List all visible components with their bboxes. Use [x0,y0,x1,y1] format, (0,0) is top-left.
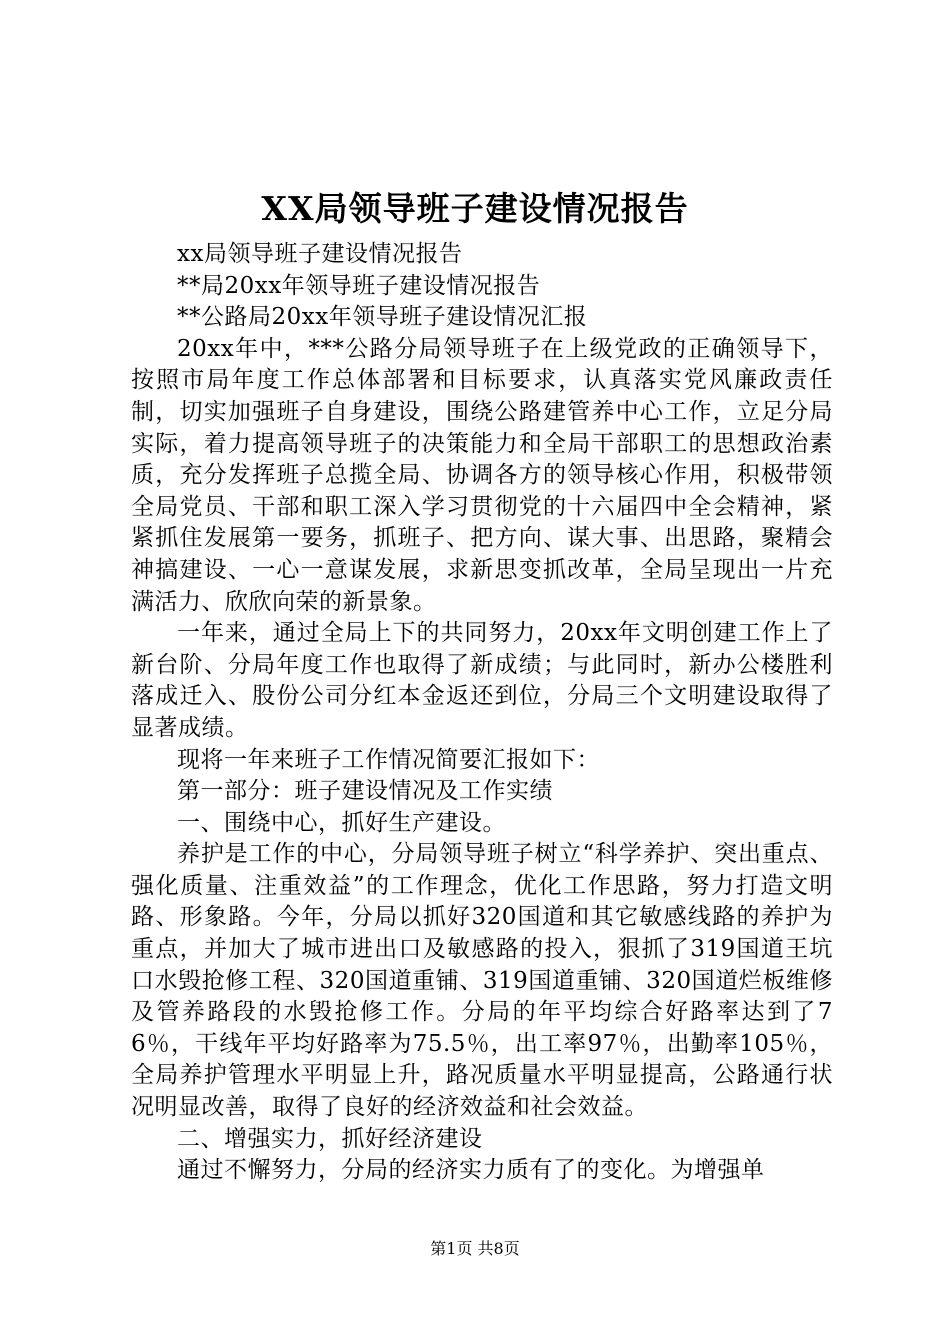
document-body [131,239,833,1187]
page-footer: 第1页 共8页 [430,1239,520,1258]
body-paragraph: 20xx年中，***公路分局领导班子在上级党政的正确领导下，按照市局年度工作总体部署和目标要求，认真落实党风廉政责任制，切实加强班子自身建设，围绕公路建管养中心工作，立足分局实际，着力提高领导班子的决策能力和全局干部职工的思想政治素质，充分发挥班子总揽全局、协调各方的领导核心作用，积极带领全局党员、干部和职工深入学习贯彻党的十六届四中全会精神，紧紧抓住发展第一要务，抓班子、把方向、谋大事、出思路，聚精会神搞建设、一心一意谋发展，求新思变抓改革，全局呈现出一片充满活力、欣欣向荣的新景象。 [131,335,833,615]
subtitle-paragraph: **公路局20xx年领导班子建设情况汇报 [177,304,588,331]
body-paragraph: 通过不懈努力，分局的经济实力质有了的变化。为增强单 [177,1157,765,1184]
section-heading: 一、围绕中心，抓好生产建设。 [177,809,506,836]
subtitle-paragraph: xx局领导班子建设情况报告 [177,241,463,267]
body-paragraph: 现将一年来班子工作情况简要汇报如下： [177,746,600,773]
section-heading: 第一部分：班子建设情况及工作实绩 [177,778,553,805]
document-title: XX局领导班子建设情况报告 [261,189,689,228]
subtitle-paragraph: **局20xx年领导班子建设情况报告 [177,272,541,299]
body-paragraph: 一年来，通过全局上下的共同努力，20xx年文明创建工作上了新台阶、分局年度工作也取得了新成绩；与此同时，新办公楼胜利落成迁入、股份公司分红本金返还到位，分局三个文明建设取得了显著成绩。 [131,620,833,741]
section-heading: 二、增强实力，抓好经济建设 [177,1125,483,1152]
body-paragraph: 养护是工作的中心，分局领导班子树立“科学养护、突出重点、强化质量、注重效益”的工作理念，优化工作思路，努力打造文明路、形象路。今年，分局以抓好320国道和其它敏感线路的养护为重点，并加大了城市进出口及敏感路的投入，狠抓了319国道王坑口水毁抢修工程、320国道重铺、319国道重铺、320国道烂板维修及管养路段的水毁抢修工作。分局的年平均综合好路率达到了76％，干线年平均好路率为75.5％，出工率97％，出勤率105％，全局养护管理水平明显上升，路况质量水平明显提高，公路通行状况明显改善，取得了良好的经济效益和社会效益。 [131,841,833,1121]
